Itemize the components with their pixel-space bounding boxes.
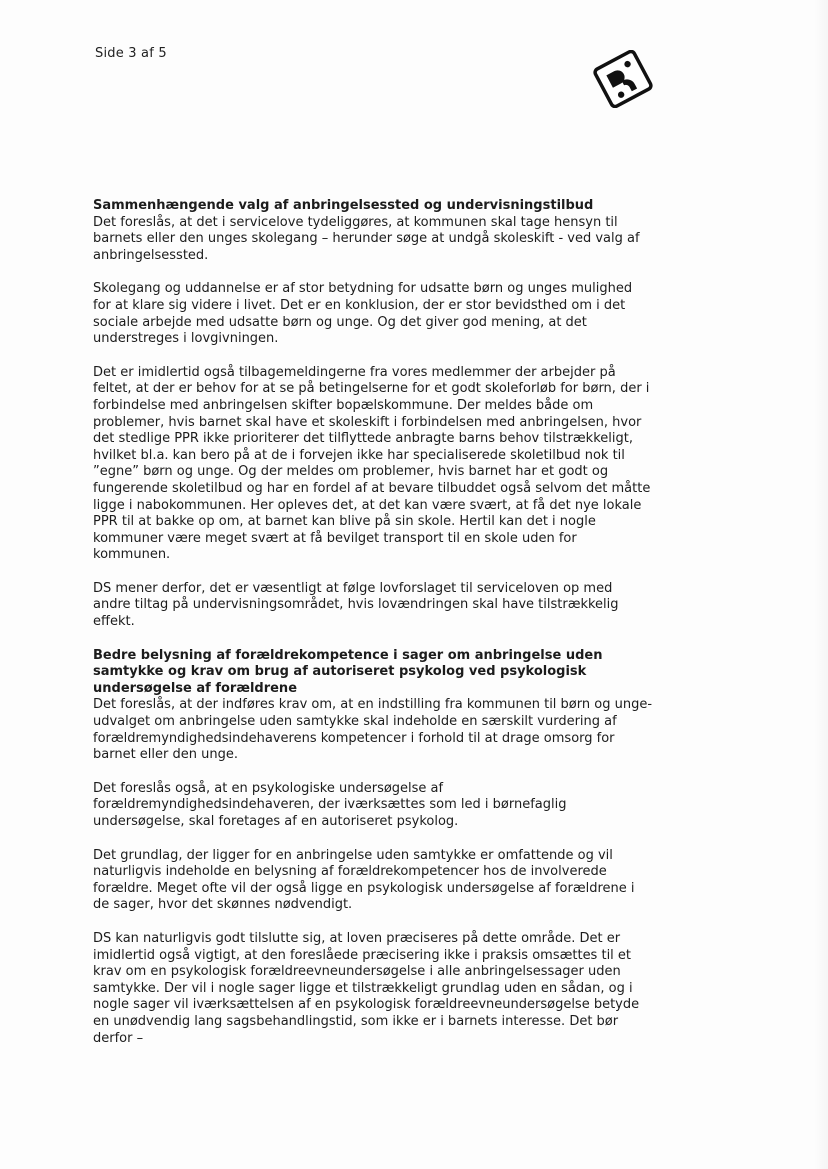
paragraph: Det grundlag, der ligger for en anbringelse uden samtykke er omfattende og vil naturligvis indeholde en belysning af forældrekompetencer hos de involverede forældre. Meget ofte vil der også ligge en psykologisk undersøgelse af forældrene i de sager, hvor det skønnes nødvendigt. (93, 847, 635, 913)
scan-edge-shadow (814, 0, 828, 1169)
document-body (93, 198, 653, 1064)
paragraph: Det er imidlertid også tilbagemeldingerne fra vores medlemmer der arbejder på feltet, at der er behov for at se på betingelserne for et godt skoleforløb for børn, der i forbindelse med anbringelsen skifter bopælskommune. Der meldes både om problemer, hvis barnet skal have et skoleskift i forbindelsen med anbringelsen, hvor det stedlige PPR ikke prioriterer det tilflyttede anbragte barns behov tilstrækkeligt, hvilket bl.a. kan bero på at de i forvejen ikke har specialiserede skoletilbud nok til ”egne” børn og unge. Og der meldes om problemer, hvis barnet har et godt og fungerende skoletilbud og har en fordel af at bevare tilbuddet også selvom det måtte ligge i nabokommunen. Her opleves det, at det kan være svært, at få det nye lokale PPR til at bakke op om, at barnet kan blive på sin skole. Hertil kan det i nogle kommuner være meget svært at få bevilget transport til en skole uden for kommunen. (93, 364, 651, 563)
organization-logo-icon (592, 50, 654, 108)
paragraph: DS kan naturligvis godt tilslutte sig, at loven præciseres på dette område. Det er imidlertid også vigtigt, at den foreslåede præcisering ikke i praksis omsættes til et krav om en psykologisk forældreevneundersøgelse i alle anbringelsessager uden samtykke. Der vil i nogle sager ligge et tilstrækkeligt grundlag uden en sådan, og i nogle sager vil iværksættelsen af en psykologisk forældreevneundersøgelse betyde en unødvendig lang sagsbehandlingstid, som ikke er i barnets interesse. Det bør derfor – (93, 930, 640, 1046)
page-number: Side 3 af 5 (95, 46, 167, 61)
section-heading: Sammenhængende valg af anbringelsessted og undervisningstilbud (93, 198, 594, 213)
paragraph: Det foreslås, at der indføres krav om, at en indstilling fra kommunen til børn og unge-udvalget om anbringelse uden samtykke skal indeholde en særskilt vurdering af forældremyndighedsindehaverens kompetencer i forhold til at drage omsorg for barnet eller den unge. (93, 697, 653, 763)
paragraph: Det foreslås også, at en psykologiske undersøgelse af forældremyndighedsindehaveren, der iværksættes som led i børnefaglig undersøgelse, skal foretages af en autoriseret psykolog. (93, 780, 567, 829)
paragraph: Det foreslås, at det i servicelove tydeliggøres, at kommunen skal tage hensyn til barnets eller den unges skolegang – herunder søge at undgå skoleskift - ved valg af anbringelsessted. (93, 214, 640, 263)
paragraph: Skolegang og uddannelse er af stor betydning for udsatte børn og unges mulighed for at klare sig videre i livet. Det er en konklusion, der er stor bevidsthed om i det sociale arbejde med udsatte børn og unge. Og det giver god mening, at det understreges i lovgivningen. (93, 281, 633, 347)
section-parental-competence (93, 648, 653, 1047)
paragraph: DS mener derfor, det er væsentligt at følge lovforslaget til serviceloven op med andre tiltag på undervisningsområdet, hvis lovændringen skal have tilstrækkelig effekt. (93, 580, 619, 630)
section-heading: Bedre belysning af forældrekompetence i sager om anbringelse uden samtykke og krav om brug af autoriseret psykolog ved psykologisk undersøgelse af forældrene (93, 647, 603, 696)
section-placement-and-schooling (93, 198, 653, 631)
